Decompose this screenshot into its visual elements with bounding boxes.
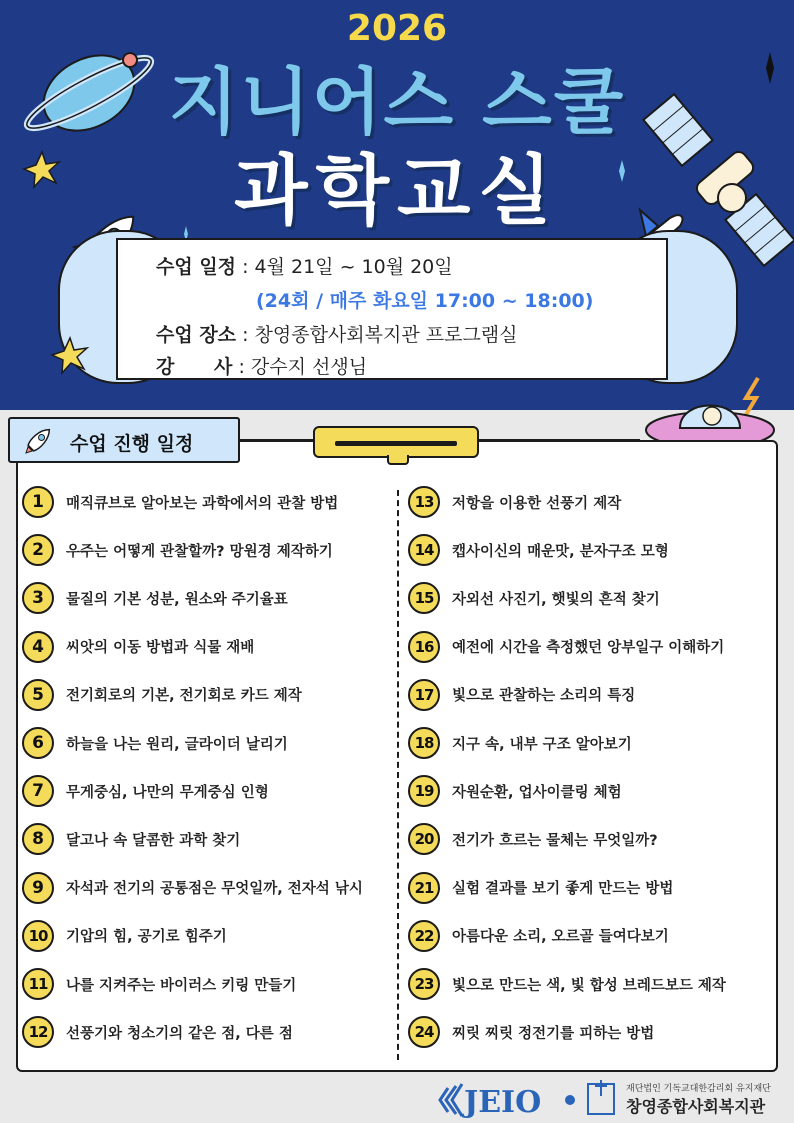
- place-row: 수업 장소 : 창영종합사회복지관 프로그램실: [156, 324, 518, 346]
- org-logo-icon: [588, 1080, 614, 1114]
- schedule-row: 수업 일정 : 4월 21일 ~ 10월 20일: [156, 256, 453, 278]
- session-title: 실험 결과를 보기 좋게 만드는 방법: [452, 881, 674, 898]
- session-item: [408, 918, 669, 954]
- session-number: 16: [408, 631, 440, 663]
- session-title: 전기회로의 기본, 전기회로 카드 제작: [66, 688, 302, 705]
- session-item: [22, 484, 338, 520]
- session-number: 13: [408, 486, 440, 518]
- session-title: 자외선 사진기, 햇빛의 흔적 찾기: [452, 591, 660, 608]
- session-title: 아름다운 소리, 오르골 들여다보기: [452, 929, 669, 946]
- poster-year: 2026: [346, 8, 448, 49]
- session-item: [22, 629, 254, 665]
- session-number: 6: [22, 727, 54, 759]
- session-item: [22, 870, 363, 906]
- session-item: [408, 677, 635, 713]
- jeio-logo: [440, 1084, 541, 1120]
- session-number: 15: [408, 582, 440, 614]
- session-title: 선풍기와 청소기의 같은 점, 다른 점: [66, 1025, 293, 1042]
- session-number: 18: [408, 727, 440, 759]
- org-name: 창영종합사회복지관: [626, 1097, 766, 1116]
- session-item: [22, 532, 333, 568]
- schedule-detail: (24회 / 매주 화요일 17:00 ~ 18:00): [256, 290, 594, 312]
- session-number: 2: [22, 534, 54, 566]
- session-title: 지구 속, 내부 구조 알아보기: [452, 736, 632, 753]
- session-number: 24: [408, 1016, 440, 1048]
- session-title: 우주는 어떻게 관찰할까? 망원경 제작하기: [66, 543, 333, 560]
- session-title: 물질의 기본 성분, 원소와 주기율표: [66, 591, 288, 608]
- star-icon: [50, 336, 90, 376]
- info-card: [116, 238, 668, 380]
- session-title: 무게중심, 나만의 무게중심 인형: [66, 784, 269, 801]
- session-item: [408, 629, 724, 665]
- session-number: 1: [22, 486, 54, 518]
- session-item: [22, 1014, 293, 1050]
- session-title: 달고나 속 달콤한 과학 찾기: [66, 832, 241, 849]
- session-item: [408, 580, 660, 616]
- session-number: 12: [22, 1016, 54, 1048]
- session-number: 7: [22, 775, 54, 807]
- session-number: 17: [408, 679, 440, 711]
- session-number: 21: [408, 872, 440, 904]
- session-title: 기압의 힘, 공기로 힘주기: [66, 929, 227, 946]
- teacher-value: 강수지 선생님: [250, 356, 368, 378]
- poster-header: [0, 0, 794, 410]
- session-number: 3: [22, 582, 54, 614]
- section-title: 수업 진행 일정: [70, 433, 194, 455]
- session-title: 나를 지켜주는 바이러스 키링 만들기: [66, 977, 297, 994]
- place-value: 창영종합사회복지관 프로그램실: [254, 324, 518, 346]
- session-item: [408, 821, 658, 857]
- session-item: [22, 773, 269, 809]
- session-number: 22: [408, 920, 440, 952]
- session-number: 23: [408, 968, 440, 1000]
- session-title: 씨앗의 이동 방법과 식물 재배: [66, 640, 255, 657]
- session-title: 예전에 시간을 측정했던 앙부일구 이해하기: [452, 640, 725, 657]
- session-item: [408, 1014, 654, 1050]
- session-title: 하늘을 나는 원리, 글라이더 날리기: [66, 736, 288, 753]
- teacher-row: 강 사 : 강수지 선생님: [156, 356, 368, 378]
- session-item: [408, 725, 632, 761]
- session-number: 14: [408, 534, 440, 566]
- session-item: [22, 580, 288, 616]
- session-title: 빛으로 만드는 색, 빛 합성 브레드보드 제작: [452, 977, 726, 994]
- session-number: 10: [22, 920, 54, 952]
- session-number: 9: [22, 872, 54, 904]
- session-number: 20: [408, 823, 440, 855]
- session-title: 찌릿 찌릿 정전기를 피하는 방법: [452, 1025, 655, 1042]
- schedule-value: 4월 21일 ~ 10월 20일: [254, 256, 453, 278]
- session-number: 11: [22, 968, 54, 1000]
- org-subtitle: 재단법인 기독교대한감리회 유지재단: [626, 1084, 771, 1094]
- session-item: [408, 532, 669, 568]
- session-title: 매직큐브로 알아보는 과학에서의 관찰 방법: [66, 495, 339, 512]
- session-title: 자원순환, 업사이클링 체험: [452, 784, 622, 801]
- column-divider: [397, 490, 399, 1060]
- session-number: 8: [22, 823, 54, 855]
- session-item: [408, 773, 622, 809]
- session-number: 5: [22, 679, 54, 711]
- session-title: 빛으로 관찰하는 소리의 특징: [452, 688, 636, 705]
- session-item: [22, 821, 240, 857]
- teacher-label: 강 사: [156, 356, 233, 378]
- session-item: [22, 918, 227, 954]
- section-tab: [8, 417, 240, 463]
- info-box: [58, 230, 738, 384]
- session-item: [408, 870, 673, 906]
- session-title: 자석과 전기의 공통점은 무엇일까, 전자석 낚시: [66, 881, 363, 898]
- session-item: [22, 966, 296, 1002]
- svg-text:JEIO: JEIO: [464, 1085, 542, 1120]
- clipboard-clip: [313, 426, 479, 458]
- rocket-icon: [20, 423, 56, 459]
- session-item: [22, 677, 302, 713]
- poster-title-line1: 지니어스 스쿨: [168, 60, 626, 144]
- separator-dot: [565, 1095, 575, 1105]
- place-label: 수업 장소: [156, 324, 237, 346]
- session-item: [22, 725, 288, 761]
- session-number: 4: [22, 631, 54, 663]
- session-title: 캡사이신의 매운맛, 분자구조 모형: [452, 543, 669, 560]
- poster-title-line2: 과학교실: [234, 146, 560, 235]
- session-item: [408, 484, 621, 520]
- session-title: 전기가 흐르는 물체는 무엇일까?: [452, 832, 658, 849]
- session-title: 저항을 이용한 선풍기 제작: [452, 495, 622, 512]
- session-number: 19: [408, 775, 440, 807]
- session-item: [408, 966, 726, 1002]
- schedule-label: 수업 일정: [156, 256, 237, 278]
- clipboard-tab: [387, 455, 409, 465]
